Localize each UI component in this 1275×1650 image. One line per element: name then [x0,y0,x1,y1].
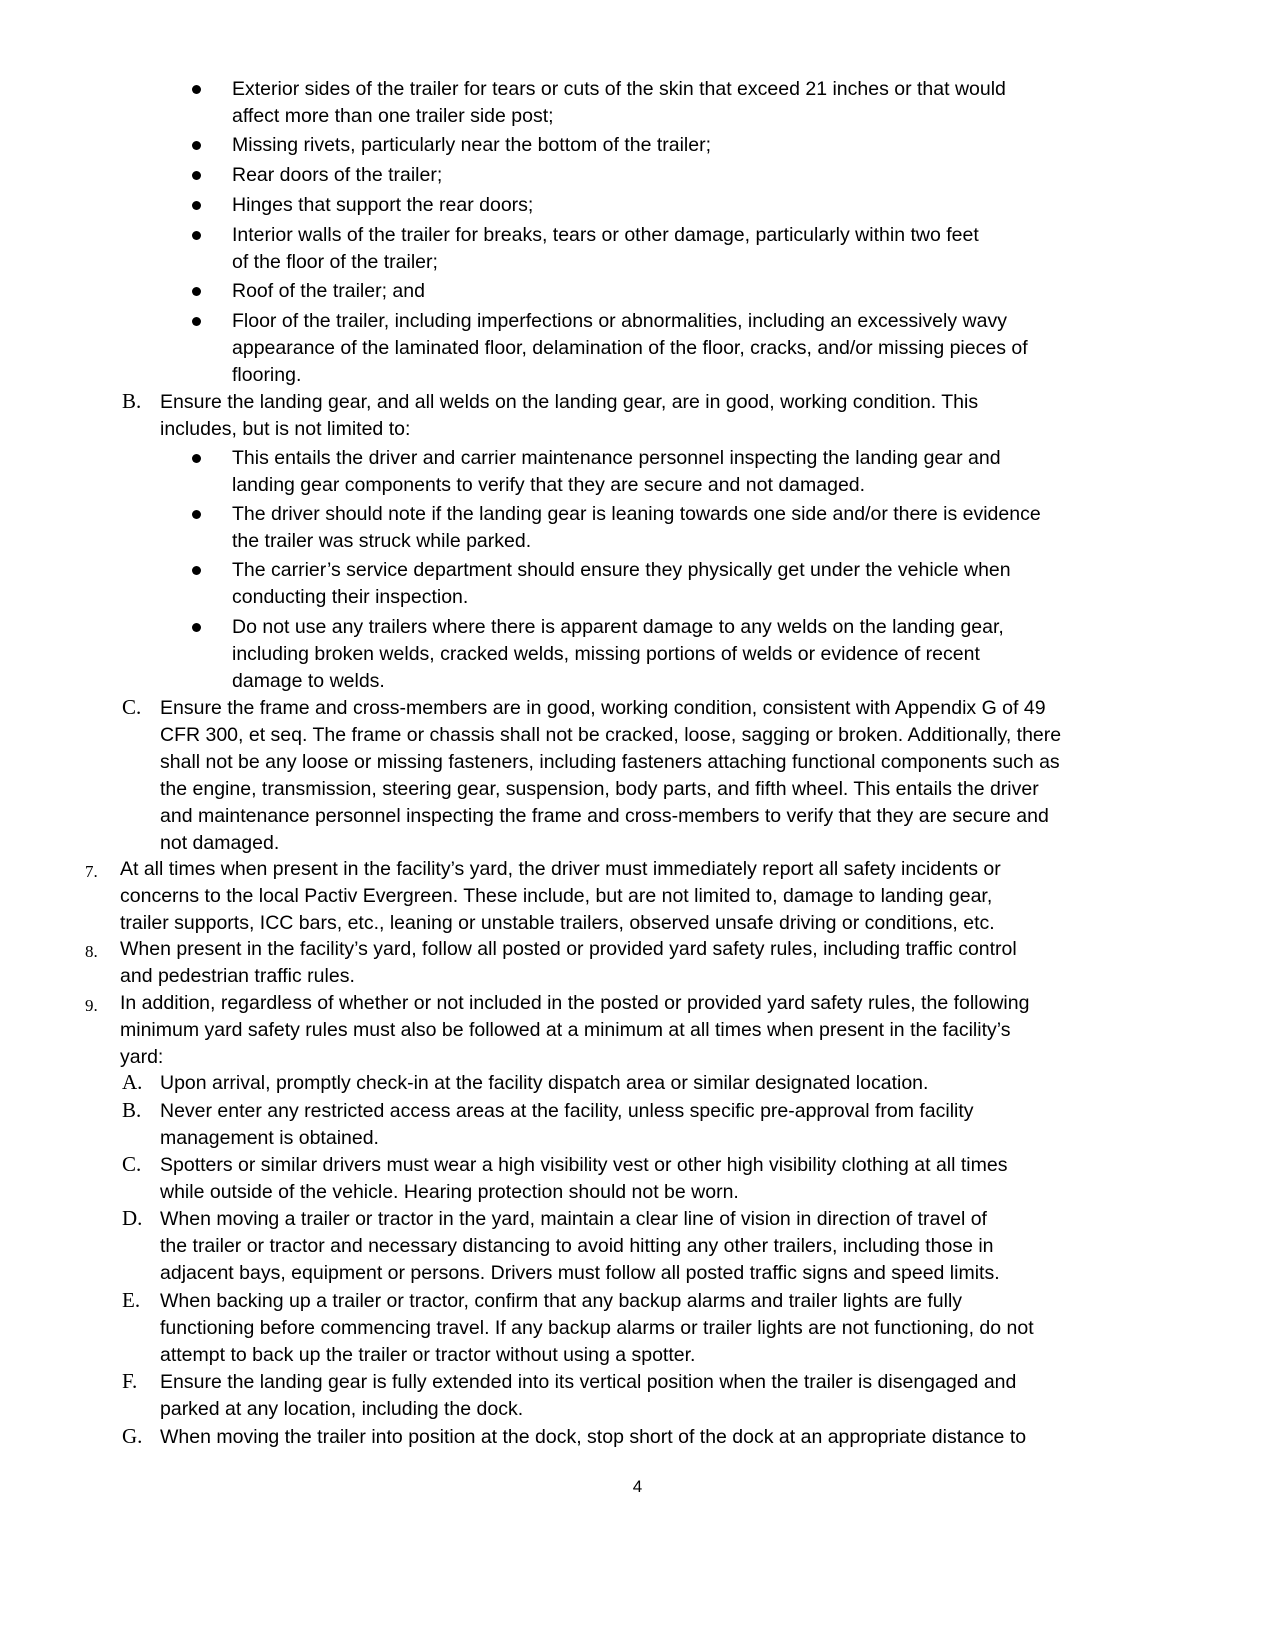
text-line: management is obtained. [160,1127,379,1149]
item-text [120,936,1130,990]
text-line: Rear doors of the trailer; [232,164,443,186]
item-text [232,614,1092,695]
text-line: appearance of the laminated floor, delamination of the floor, cracks, and/or missing pieces of [232,337,1028,359]
list-marker: E. [122,1288,141,1312]
item-text [160,389,1110,443]
text-line: the trailer was struck while parked. [232,530,532,552]
bullet-icon [192,623,201,632]
list-marker: D. [122,1206,143,1230]
text-line: conducting their inspection. [232,586,469,608]
item-text [232,192,1092,219]
item-text [160,1206,1110,1287]
text-line: parked at any location, including the dock. [160,1398,524,1420]
item-text [232,222,1092,276]
text-line: The driver should note if the landing gear is leaning towards one side and/or there is evidence [232,503,1041,525]
item-text [160,695,1110,857]
item-text [120,856,1130,937]
item-text [232,308,1092,389]
item-text [232,76,1092,130]
list-marker: C. [122,695,142,719]
text-line: concerns to the local Pactiv Evergreen. These include, but are not limited to, damage to landing gear, [120,885,993,907]
page-number: 4 [632,1477,643,1496]
item-text [160,1288,1110,1369]
text-line: flooring. [232,364,302,386]
text-line: functioning before commencing travel. If any backup alarms or trailer lights are not functioning, do not [160,1317,1034,1339]
text-line: The carrier’s service department should ensure they physically get under the vehicle when [232,559,1011,581]
bullet-icon [192,141,201,150]
text-line: Ensure the frame and cross-members are in good, working condition, consistent with Appendix G of 49 [160,697,1046,719]
text-line: When moving the trailer into position at the dock, stop short of the dock at an appropriate distance to [160,1426,1027,1448]
list-marker: B. [122,1098,142,1122]
list-marker: A. [122,1070,143,1094]
bullet-icon [192,85,201,94]
text-line: and pedestrian traffic rules. [120,965,355,987]
text-line: affect more than one trailer side post; [232,105,554,127]
item-text [160,1070,1110,1097]
text-line: Missing rivets, particularly near the bottom of the trailer; [232,134,712,156]
text-line: Never enter any restricted access areas at the facility, unless specific pre-approval from facility [160,1100,974,1122]
text-line: the engine, transmission, steering gear, suspension, body parts, and fifth wheel. This entails the driver [160,778,1039,800]
list-marker: 8. [85,942,98,961]
text-line: landing gear components to verify that they are secure and not damaged. [232,474,866,496]
item-text [232,278,1092,305]
text-line: Upon arrival, promptly check-in at the facility dispatch area or similar designated location. [160,1072,929,1094]
text-line: Ensure the landing gear is fully extended into its vertical position when the trailer is disengaged and [160,1371,1017,1393]
item-text [160,1369,1110,1423]
text-line: while outside of the vehicle. Hearing protection should not be worn. [160,1181,739,1203]
text-line: Hinges that support the rear doors; [232,194,534,216]
list-marker: 7. [85,862,98,881]
list-marker: F. [122,1369,138,1393]
text-line: When present in the facility’s yard, follow all posted or provided yard safety rules, including traffic control [120,938,1017,960]
item-text [232,132,1092,159]
text-line: When backing up a trailer or tractor, confirm that any backup alarms and trailer lights are fully [160,1290,963,1312]
text-line: Spotters or similar drivers must wear a high visibility vest or other high visibility clothing at all times [160,1154,1008,1176]
text-line: Ensure the landing gear, and all welds on the landing gear, are in good, working condition. This [160,391,979,413]
text-line: not damaged. [160,832,280,854]
bullet-icon [192,287,201,296]
text-line: damage to welds. [232,670,385,692]
text-line: When moving a trailer or tractor in the yard, maintain a clear line of vision in direction of travel of [160,1208,987,1230]
item-text [160,1152,1110,1206]
list-marker: B. [122,389,142,413]
text-line: trailer supports, ICC bars, etc., leaning or unstable trailers, observed unsafe driving or conditions, etc. [120,912,995,934]
item-text [160,1098,1110,1152]
text-line: includes, but is not limited to: [160,418,411,440]
text-line: shall not be any loose or missing fasteners, including fasteners attaching functional components such as [160,751,1060,773]
bullet-icon [192,201,201,210]
text-line: Do not use any trailers where there is apparent damage to any welds on the landing gear, [232,616,1004,638]
text-line: of the floor of the trailer; [232,251,438,273]
text-line: adjacent bays, equipment or persons. Drivers must follow all posted traffic signs and speed limits. [160,1262,1000,1284]
bullet-icon [192,510,201,519]
text-line: CFR 300, et seq. The frame or chassis shall not be cracked, loose, sagging or broken. Additionally, there [160,724,1062,746]
text-line: This entails the driver and carrier maintenance personnel inspecting the landing gear and [232,447,1001,469]
text-line: including broken welds, cracked welds, missing portions of welds or evidence of recent [232,643,980,665]
list-marker: C. [122,1152,142,1176]
bullet-icon [192,231,201,240]
item-text [232,445,1092,499]
text-line: Exterior sides of the trailer for tears or cuts of the skin that exceed 21 inches or that would [232,78,1006,100]
bullet-icon [192,566,201,575]
item-text [232,501,1092,555]
item-text [160,1424,1110,1451]
list-marker: G. [122,1424,143,1448]
text-line: minimum yard safety rules must also be followed at a minimum at all times when present in the facility’s [120,1019,1011,1041]
text-line: At all times when present in the facility’s yard, the driver must immediately report all safety incidents or [120,858,1001,880]
list-marker: 9. [85,996,98,1015]
text-line: yard: [120,1046,164,1068]
item-text [120,990,1130,1071]
text-line: Interior walls of the trailer for breaks, tears or other damage, particularly within two feet [232,224,979,246]
text-line: Floor of the trailer, including imperfections or abnormalities, including an excessively wavy [232,310,1007,332]
item-text [232,162,1092,189]
text-line: In addition, regardless of whether or not included in the posted or provided yard safety rules, the following [120,992,1030,1014]
bullet-icon [192,317,201,326]
bullet-icon [192,171,201,180]
text-line: and maintenance personnel inspecting the frame and cross-members to verify that they are secure and [160,805,1049,827]
text-line: Roof of the trailer; and [232,280,425,302]
item-text [232,557,1092,611]
bullet-icon [192,454,201,463]
text-line: attempt to back up the trailer or tractor without using a spotter. [160,1344,696,1366]
text-line: the trailer or tractor and necessary distancing to avoid hitting any other trailers, including those in [160,1235,994,1257]
